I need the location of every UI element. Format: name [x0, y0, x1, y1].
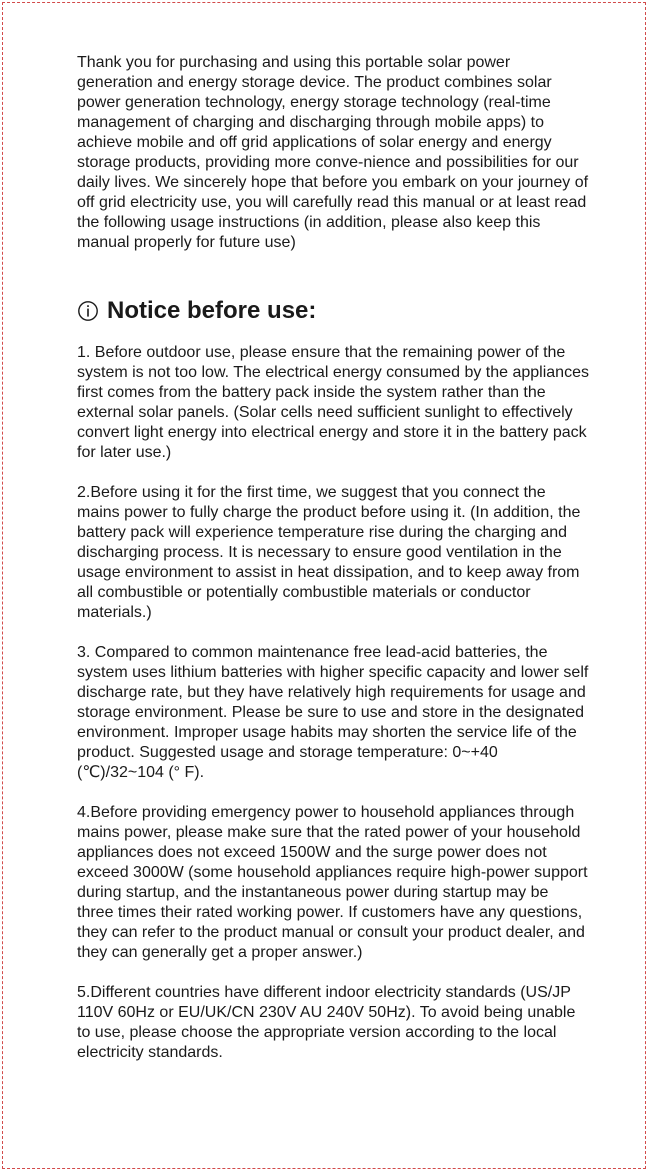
notice-item: 4.Before providing emergency power to household appliances through mains power, please make sure that the rated power of your household appliances does not exceed 1500W and the surge power does not exceed 3000W (some household appliances require high-power support during startup, and the instantaneous power during startup may be three times their rated working power. If customers have any questions, they can refer to the product manual or consult your product dealer, and they can generally get a proper answer.)	[77, 804, 588, 961]
notice-heading-text: Notice before use:	[107, 297, 317, 324]
notice-item: 2.Before using it for the first time, we suggest that you connect the mains power to fully charge the product before using it. (In addition, the battery pack will experience temperature rise during the charging and discharging process. It is necessary to ensure good ventilation in the usage environment to assist in heat dissipation, and to keep away from all combustible or potentially combustible materials or conductor materials.)	[77, 484, 581, 621]
manual-page	[77, 53, 589, 1083]
info-icon	[77, 300, 99, 322]
intro-paragraph: Thank you for purchasing and using this portable solar power generation and energy storage device. The product combines solar power generation technology, energy storage technology (real-time management of charging and discharging through mobile apps) to achieve mobile and off grid applications of solar energy and energy storage products, providing more conve-nience and possibilities for our daily lives. We sincerely hope that before you embark on your journey of off grid electricity use, you will carefully read this manual or at least read the following usage instructions (in addition, please also keep this manual properly for future use)	[77, 54, 589, 251]
notice-item: 3. Compared to common maintenance free lead-acid batteries, the system uses lithium batteries with higher specific capacity and lower self discharge rate, but they have relatively high requirements for usage and storage environment. Please be sure to use and store in the designated environment. Improper usage habits may shorten the service life of the product. Suggested usage and storage temperature: 0~+40 (℃)/32~104 (° F).	[77, 644, 589, 781]
notice-heading	[77, 296, 589, 326]
notice-item: 5.Different countries have different indoor electricity standards (US/JP 110V 60Hz or EU/UK/CN 230V AU 240V 50Hz). To avoid being unable to use, please choose the appropriate version according to the local electricity standards.	[77, 984, 576, 1061]
notice-list	[77, 343, 589, 1063]
notice-item: 1. Before outdoor use, please ensure that the remaining power of the system is not too low. The electrical energy consumed by the appliances first comes from the battery pack inside the system rather than the external solar panels. (Solar cells need sufficient sunlight to effectively convert light energy into electrical energy and store it in the battery pack for later use.)	[77, 344, 589, 461]
